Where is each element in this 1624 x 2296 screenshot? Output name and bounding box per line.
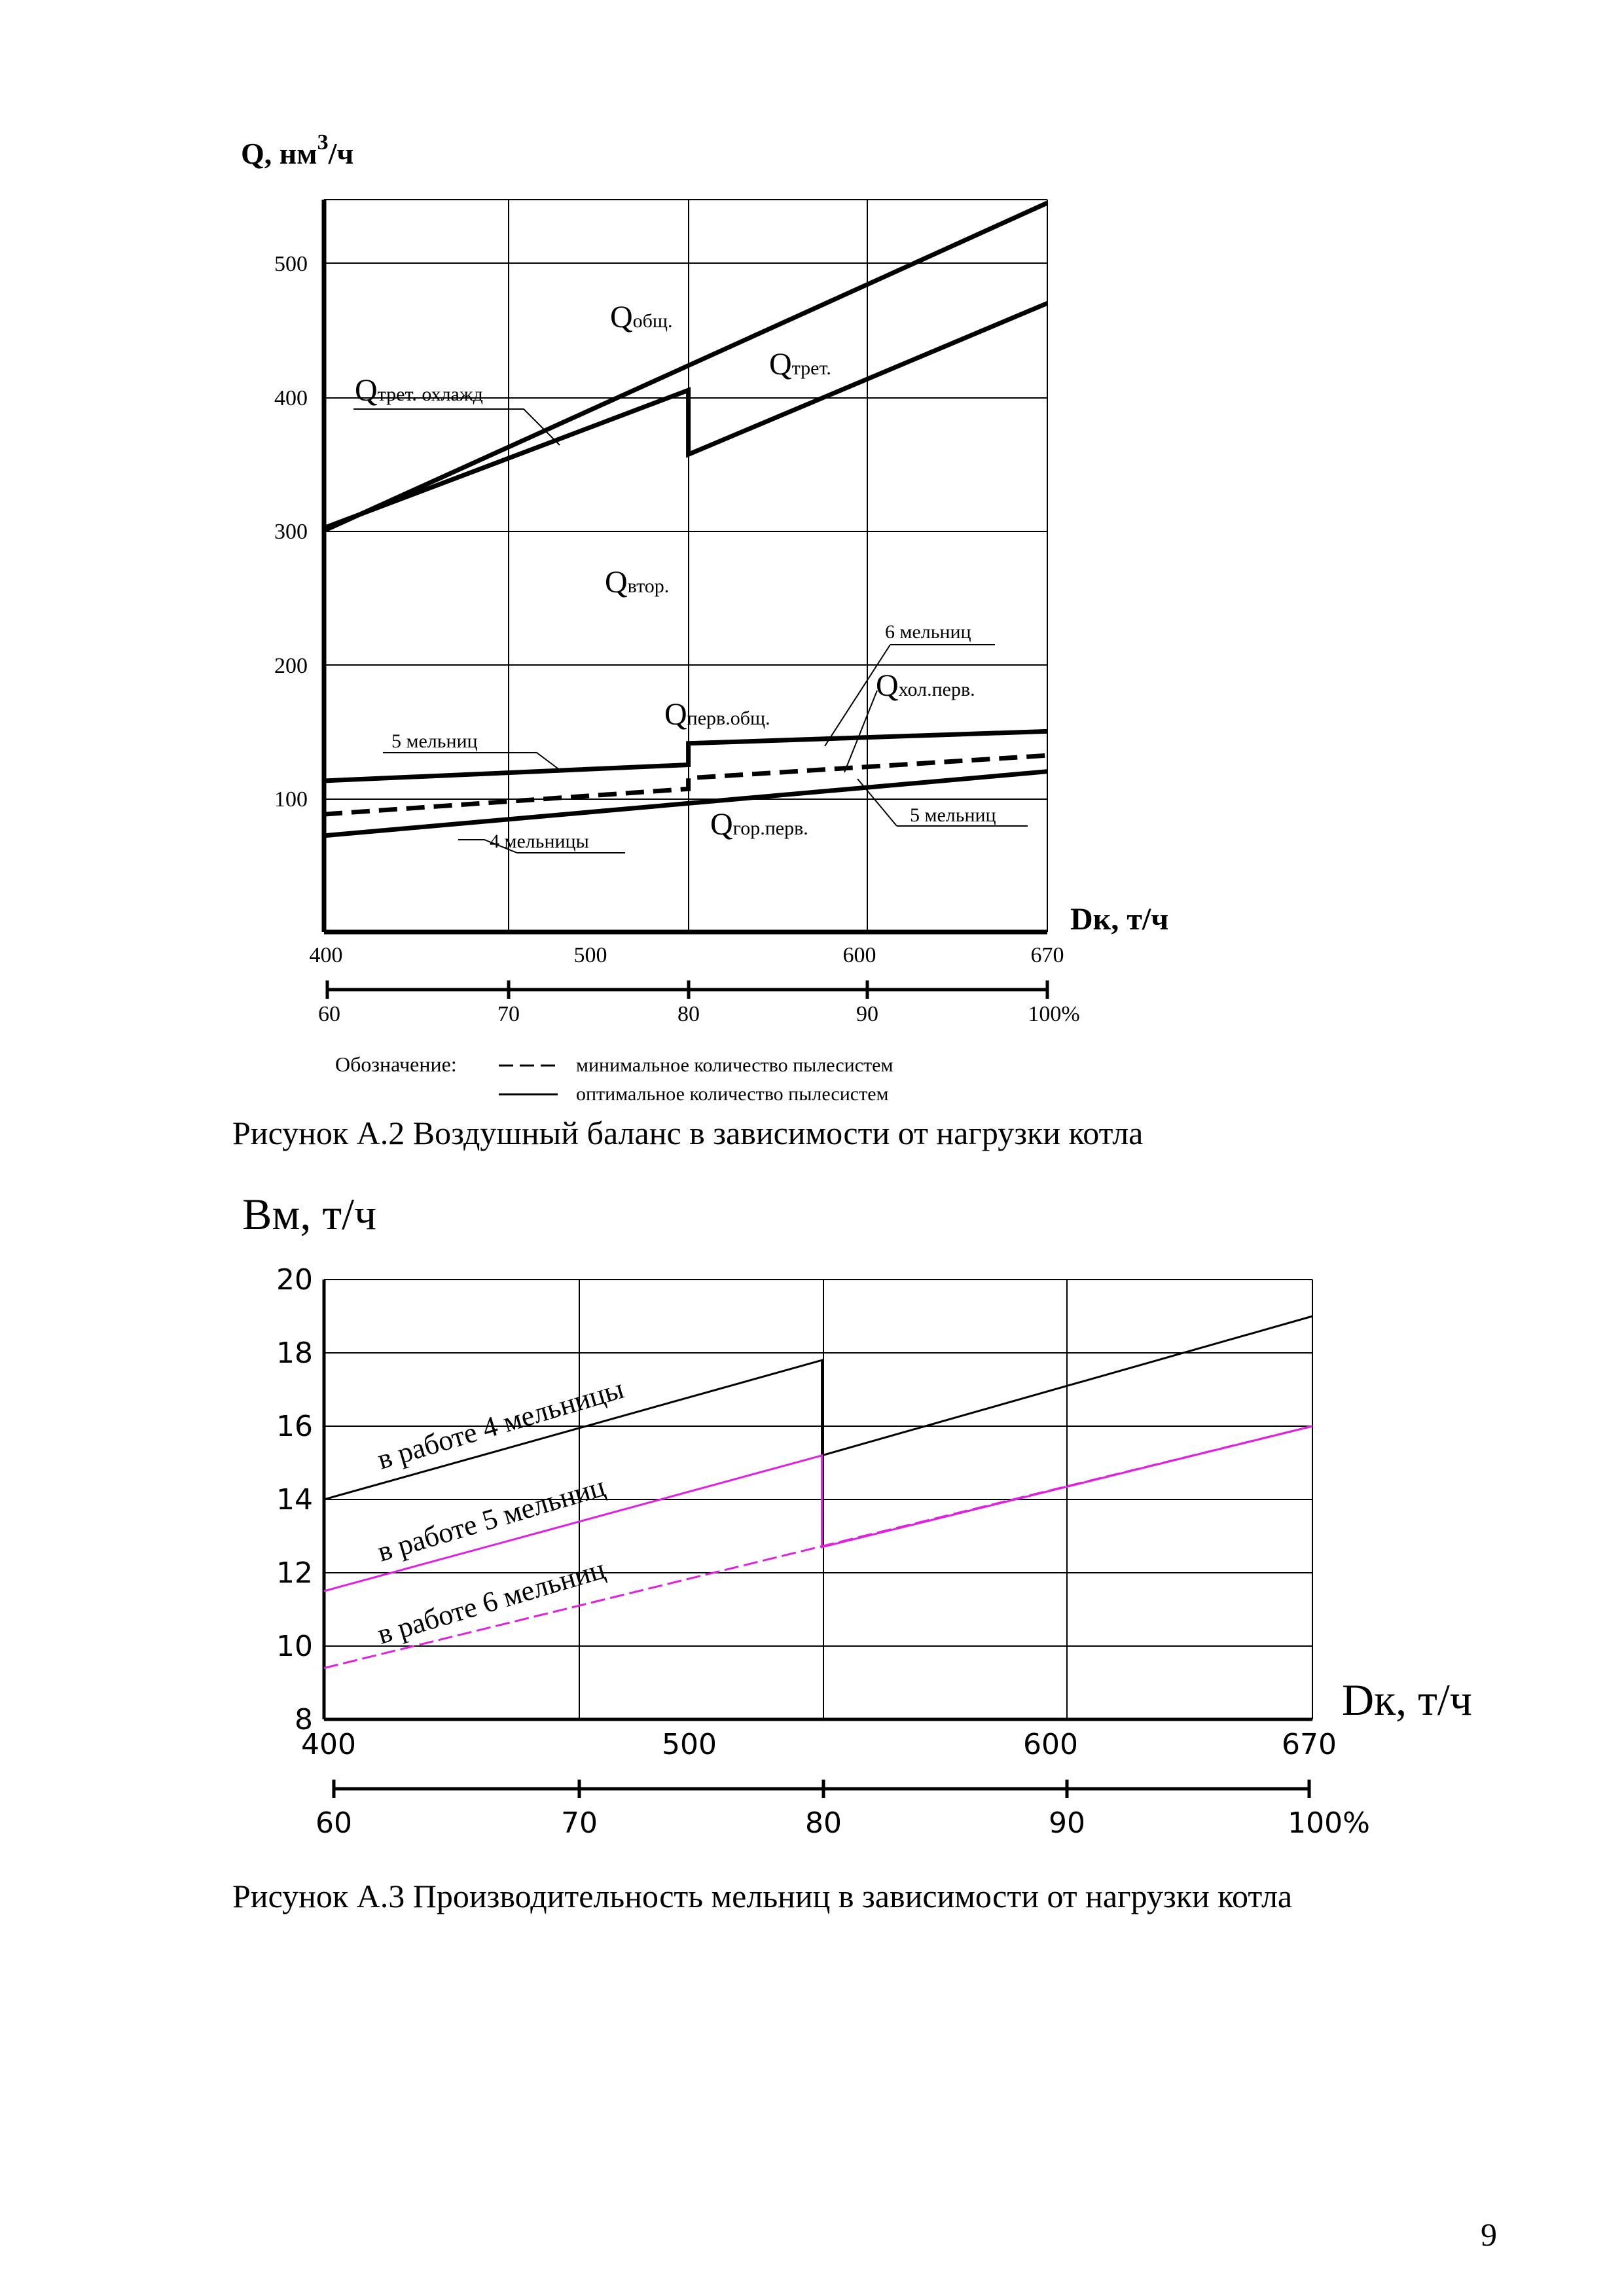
label-q-vtor: Qвтор. [605, 565, 670, 600]
chart-mill-capacity [0, 1178, 1624, 1846]
label-mills-5-left: 5 мельниц [391, 730, 478, 752]
x-tick-label: 670 [1282, 1728, 1337, 1761]
page-number: 9 [1481, 2216, 1497, 2253]
percent-tick-label: 60 [318, 1002, 340, 1026]
series-line-1 [324, 203, 1047, 531]
y-axis-title: Вм, т/ч [242, 1189, 377, 1239]
y-tick-label: 200 [274, 654, 308, 678]
y-tick-label: 500 [274, 252, 308, 276]
percent-tick-label: 60 [316, 1806, 352, 1840]
x-tick-label: 600 [1023, 1728, 1078, 1761]
label-q-tret: Qтрет. [769, 347, 831, 382]
grid [324, 1280, 1312, 1719]
chart-air-balance [0, 0, 1624, 1126]
percent-tick-label: 90 [1049, 1806, 1085, 1840]
percent-tick-label: 70 [561, 1806, 598, 1840]
percent-tick-label: 100% [1028, 1002, 1080, 1026]
x-tick-label: 670 [1030, 943, 1064, 967]
x-tick-label: 500 [662, 1728, 717, 1761]
percent-tick-label: 100% [1288, 1806, 1370, 1840]
label-mills-4: 4 мельницы [490, 831, 589, 852]
legend-solid-label: оптимальное количество пылесистем [576, 1083, 889, 1105]
x-axis-title: Dк, т/ч [1342, 1675, 1472, 1725]
line-label-4-mills: в работе 4 мельницы [373, 1372, 628, 1476]
y-axis-title: Q, $нм^3/ч$ [241, 130, 354, 170]
x-axis-title: Dк, т/ч [1070, 902, 1169, 937]
line-label-6-mills: в работе 6 мельниц [373, 1552, 609, 1651]
y-tick-label: 300 [274, 520, 308, 544]
y-tick-label: 18 [276, 1336, 313, 1370]
label-q-obsch: Qобщ. [610, 300, 673, 334]
percent-tick-label: 90 [856, 1002, 878, 1026]
x-tick-label: 600 [842, 943, 876, 967]
label-q-hol-perv: Qхол.перв. [876, 668, 975, 703]
percent-tick-label: 70 [497, 1002, 520, 1026]
legend [335, 1052, 893, 1105]
x-tick-label: 400 [309, 943, 343, 967]
caption-fig-a2: Рисунок А.2 Воздушный баланс в зависимости от нагрузки котла [232, 1115, 1144, 1151]
percent-tick-label: 80 [805, 1806, 842, 1840]
legend-title: Обозначение: [335, 1052, 457, 1076]
y-tick-label: 20 [276, 1263, 313, 1297]
label-mills-5-right: 5 мельниц [910, 804, 996, 826]
x-tick-label: 500 [573, 943, 607, 967]
y-tick-label: 16 [276, 1410, 313, 1443]
y-tick-label: 10 [276, 1630, 313, 1663]
x-tick-label: 400 [301, 1728, 356, 1761]
label-q-tret-ohl: Qтрет. охлажд [355, 373, 483, 408]
series-line-3 [324, 1426, 1312, 1668]
line-label-5-mills: в работе 5 мельниц [373, 1470, 609, 1568]
y-tick-label: 14 [276, 1483, 313, 1516]
label-q-perv-obsch: Qперв.общ. [664, 697, 770, 732]
legend-dashed-label: минимальное количество пылесистем [576, 1054, 893, 1076]
y-tick-label: 100 [274, 787, 308, 812]
series-line-2 [324, 303, 1047, 528]
y-tick-label: 12 [276, 1556, 313, 1590]
y-tick-label: 400 [274, 386, 308, 410]
label-q-gor-perv: Qгор.перв. [710, 807, 808, 842]
percent-axis [327, 980, 1047, 999]
caption-fig-a3: Рисунок А.3 Производительность мельниц в зависимости от нагрузки котла [232, 1878, 1293, 1914]
y-tick-label: 8 [295, 1703, 313, 1736]
label-mills-6: 6 мельниц [885, 621, 971, 643]
percent-tick-label: 80 [677, 1002, 700, 1026]
series-line-1 [324, 1316, 1312, 1499]
percent-axis [334, 1780, 1309, 1798]
